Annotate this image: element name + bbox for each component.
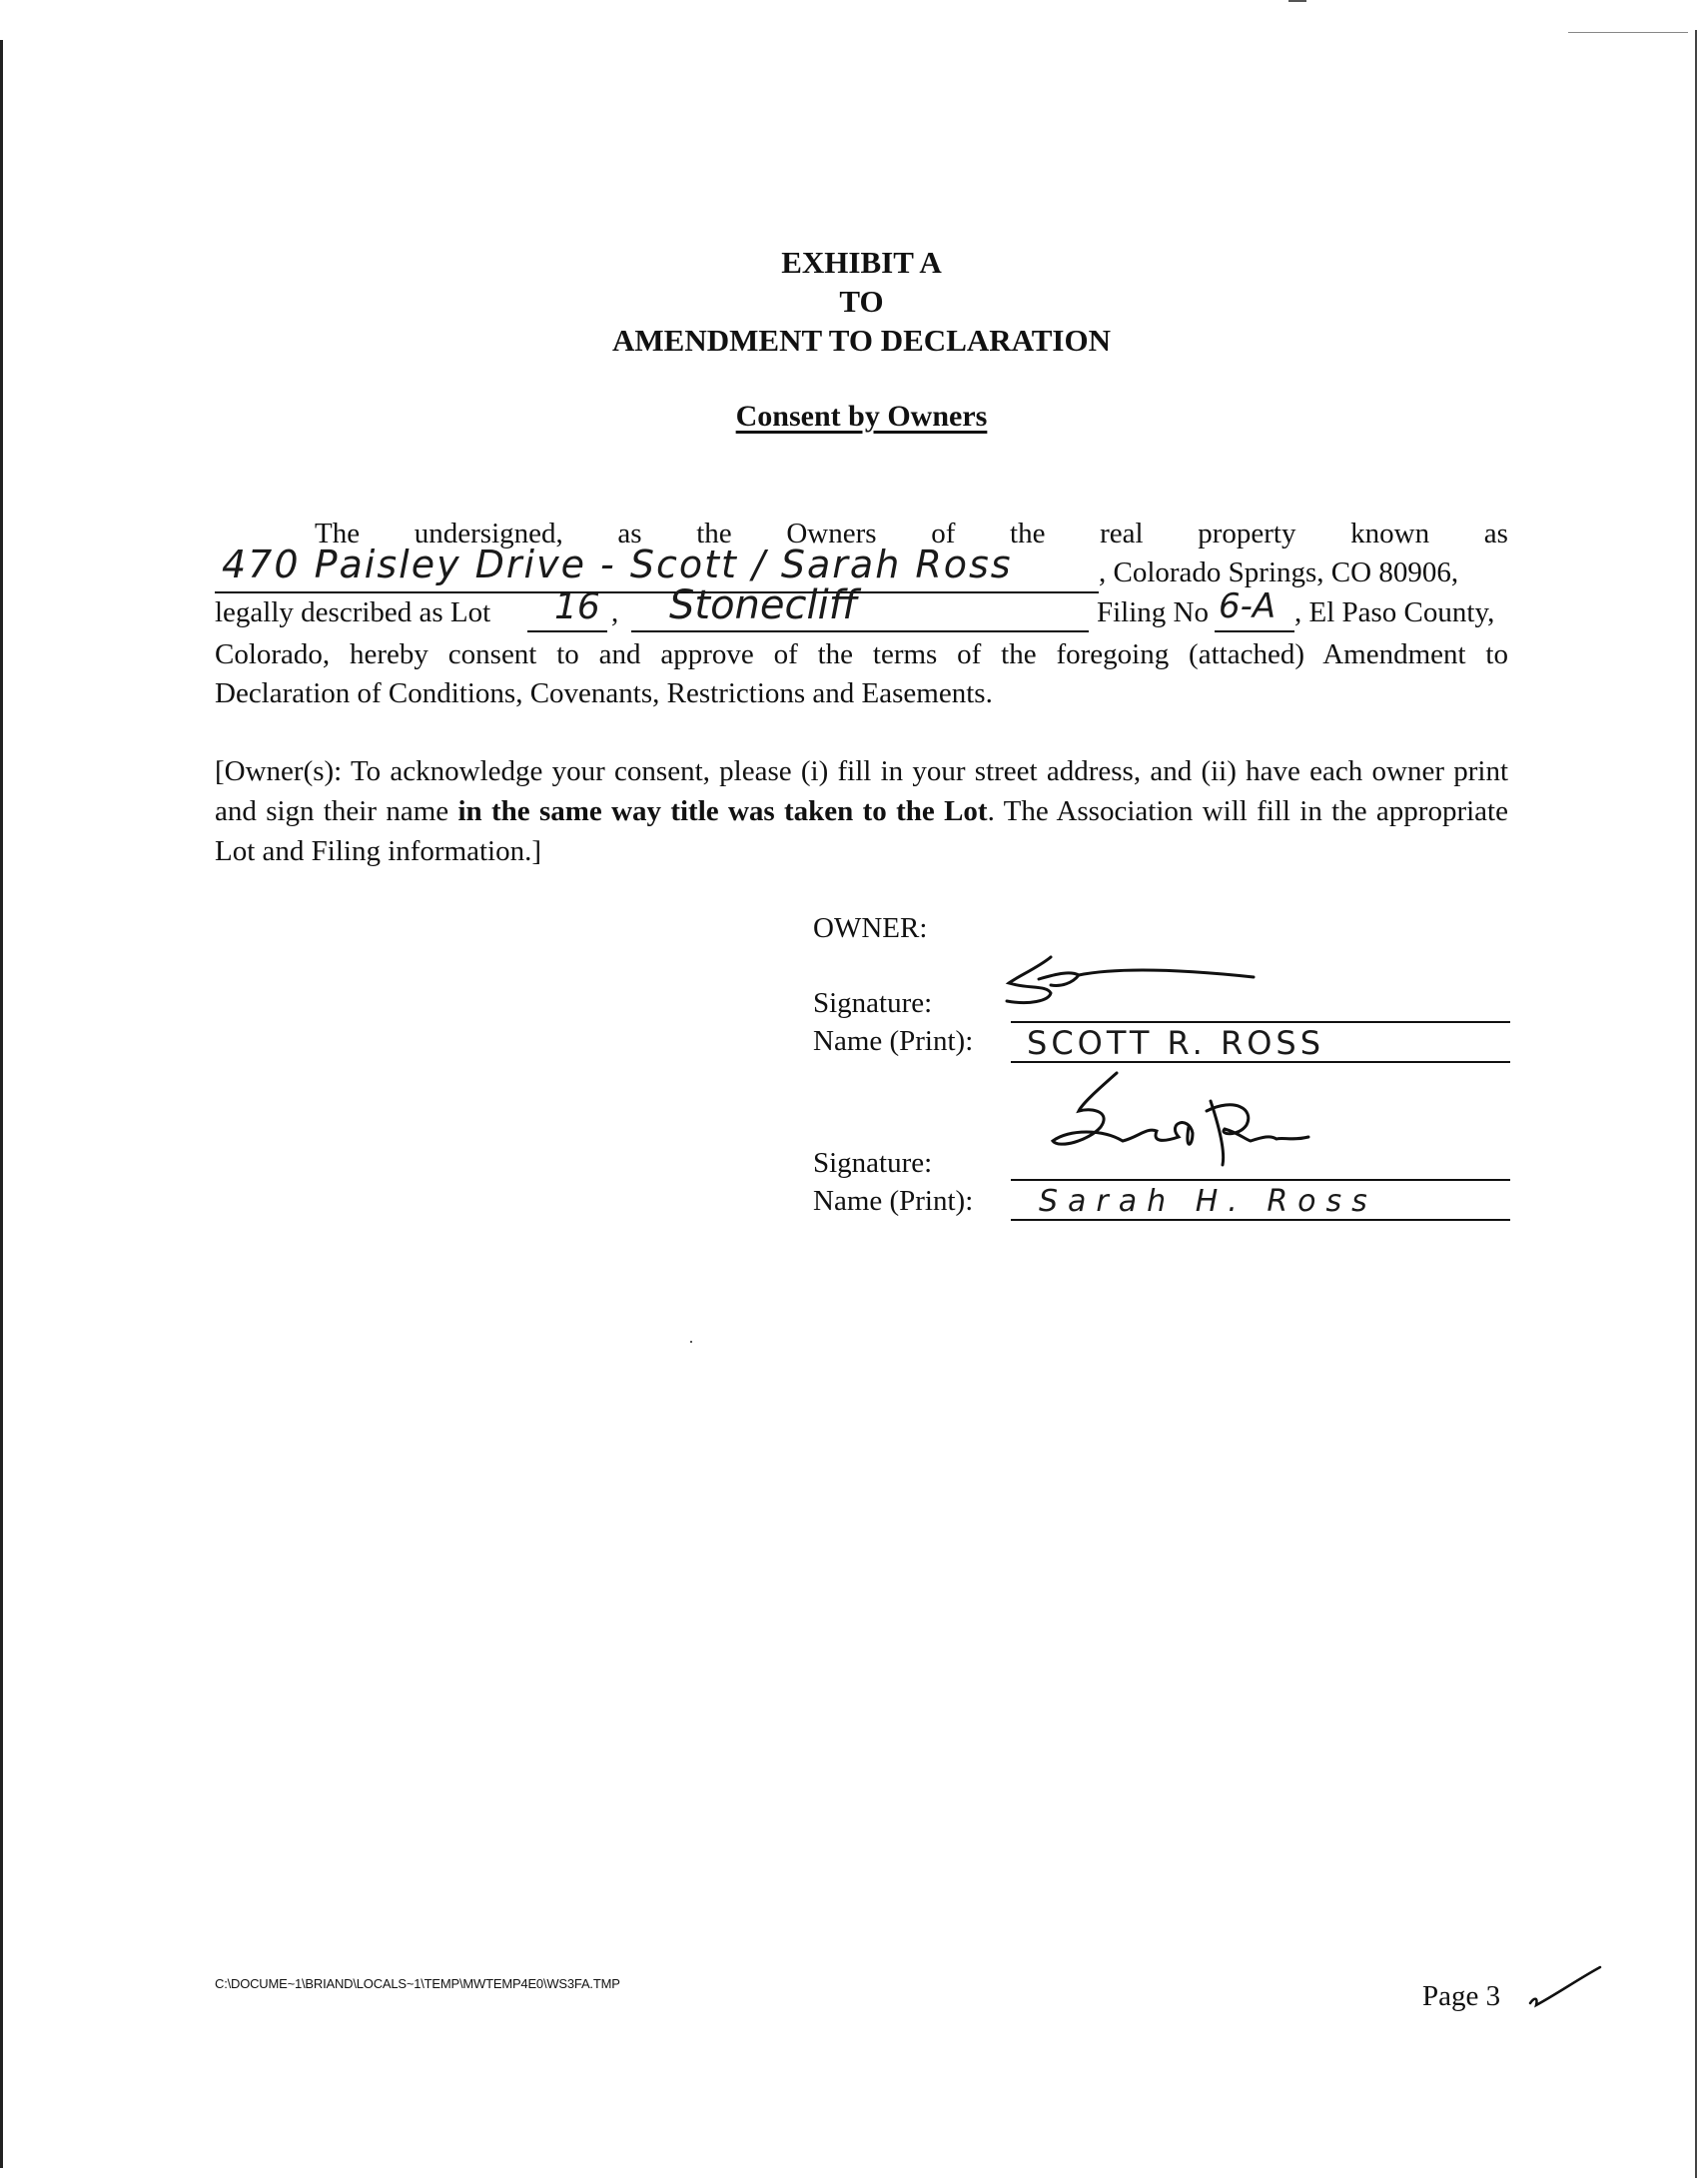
word: as xyxy=(1483,518,1508,549)
scan-speck xyxy=(1568,32,1688,33)
filing-handwritten: 6-A xyxy=(1219,586,1276,626)
exhibit-subject: AMENDMENT TO DECLARATION xyxy=(612,323,1111,358)
word: the xyxy=(1010,518,1046,549)
consent-line-4: Colorado, hereby consent to and approve of the terms of the foregoing (attached) Amendment to xyxy=(215,638,1508,670)
lot-comma: , xyxy=(611,596,619,628)
word: as xyxy=(617,518,642,549)
word: property xyxy=(1198,518,1296,549)
county-label: , El Paso County, xyxy=(1294,596,1495,628)
exhibit-to: TO xyxy=(839,284,884,319)
instructions-emphasis: in the same way title was taken to the Lot xyxy=(457,795,988,827)
city-state-zip: , Colorado Springs, CO 80906, xyxy=(1099,556,1459,588)
instructions-paragraph: [Owner(s): To acknowledge your consent, please (i) fill in your street address, and (ii) have each owner print and sign their name in the same way title was taken to the Lot. The Association will fill in the appropriate Lot and Filing information.] xyxy=(215,755,1508,867)
word: The xyxy=(315,518,361,549)
page-number: Page 3 xyxy=(1422,1980,1501,2012)
word: Owners xyxy=(786,518,877,549)
scan-speck xyxy=(1288,0,1306,2)
legal-description-label: legally described as Lot xyxy=(215,596,491,628)
file-path: C:\DOCUME~1\BRIAND\LOCALS~1\TEMP\MWTEMP4E0\WS3FA.TMP xyxy=(215,1976,620,1991)
word: real xyxy=(1100,518,1144,549)
signature-label-1: Signature: xyxy=(813,987,933,1019)
scan-speck xyxy=(690,1341,692,1343)
signature-line-1[interactable] xyxy=(1011,999,1510,1023)
printed-name-1: SCOTT R. ROSS xyxy=(1027,1024,1325,1062)
checkmark-icon xyxy=(1528,1963,1604,2013)
owner-heading: OWNER: xyxy=(813,912,928,944)
signature-label-2: Signature: xyxy=(813,1147,933,1179)
consent-line-5: Declaration of Conditions, Covenants, Restrictions and Easements. xyxy=(215,677,993,709)
word: known xyxy=(1350,518,1430,549)
exhibit-title: EXHIBIT A xyxy=(781,245,942,280)
subdivision-handwritten: Stonecliff xyxy=(669,582,858,628)
address-handwritten: 470 Paisley Drive - Scott / Sarah Ross xyxy=(222,543,1013,586)
name-label-2: Name (Print): xyxy=(813,1185,974,1217)
word: undersigned, xyxy=(414,518,563,549)
word: the xyxy=(696,518,732,549)
printed-name-2: Sarah H. Ross xyxy=(1039,1184,1377,1219)
filing-label: Filing No xyxy=(1097,596,1209,628)
lot-handwritten: 16 xyxy=(554,586,600,627)
signature-line-2[interactable] xyxy=(1011,1157,1510,1181)
section-title: Consent by Owners xyxy=(735,400,988,433)
name-label-1: Name (Print): xyxy=(813,1025,974,1057)
word: of xyxy=(931,518,956,549)
